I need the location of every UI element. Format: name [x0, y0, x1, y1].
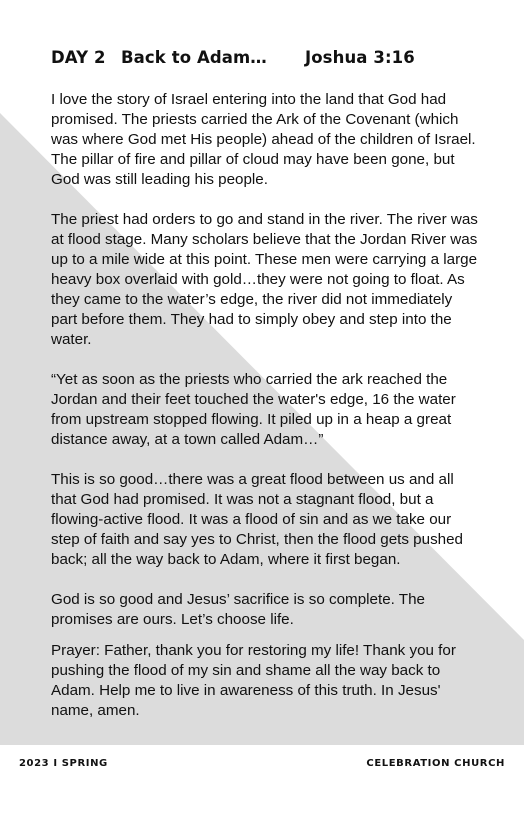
paragraph-prayer: Prayer: Father, thank you for restoring my life! Thank you for pushing the flood of my sin and shame all the way back to Adam. Help me to live in awareness of this truth. In Jesus' name, amen. [51, 642, 456, 719]
footer-season: 2023 I SPRING [19, 758, 108, 769]
scripture-reference: Joshua 3:16 [305, 48, 415, 67]
paragraph-scripture-quote: “Yet as soon as the priests who carried the ark reached the Jordan and their feet touched the water's edge, 16 the water from upstream stopped flowing. It piled up in a heap a great distance away, at a town called Adam…” [51, 371, 456, 448]
devotional-title: Back to Adam… [121, 48, 267, 67]
footer-church-name: CELEBRATION CHURCH [366, 758, 505, 769]
paragraph-flood: This is so good…there was a great flood between us and all that God had promised. It was not a stagnant flood, but a flowing-active flood. It was a flood of sin and as we take our step of faith and say yes to Christ, then the flood gets pushed back; all the way back to Adam, where it first began. [51, 471, 464, 568]
paragraph-sacrifice: God is so good and Jesus’ sacrifice is so complete. The promises are ours. Let’s choose life. [51, 591, 425, 628]
paragraph-river: The priest had orders to go and stand in the river. The river was at flood stage. Many scholars believe that the Jordan River was up to a mile wide at this point. These men were carrying a large heavy box overlaid with gold…they were not going to float. As they came to the water’s edge, the river did not immediately part before them. They had to simply obey and step into the water. [51, 211, 478, 348]
devotional-body [51, 90, 481, 741]
paragraph-intro: I love the story of Israel entering into the land that God had promised. The priests carried the Ark of the Covenant (which was where God met His people) ahead of the children of Israel. The pillar of fire and pillar of cloud may have been gone, but God was still leading his people. [51, 91, 476, 188]
day-label: DAY 2 [51, 48, 106, 67]
